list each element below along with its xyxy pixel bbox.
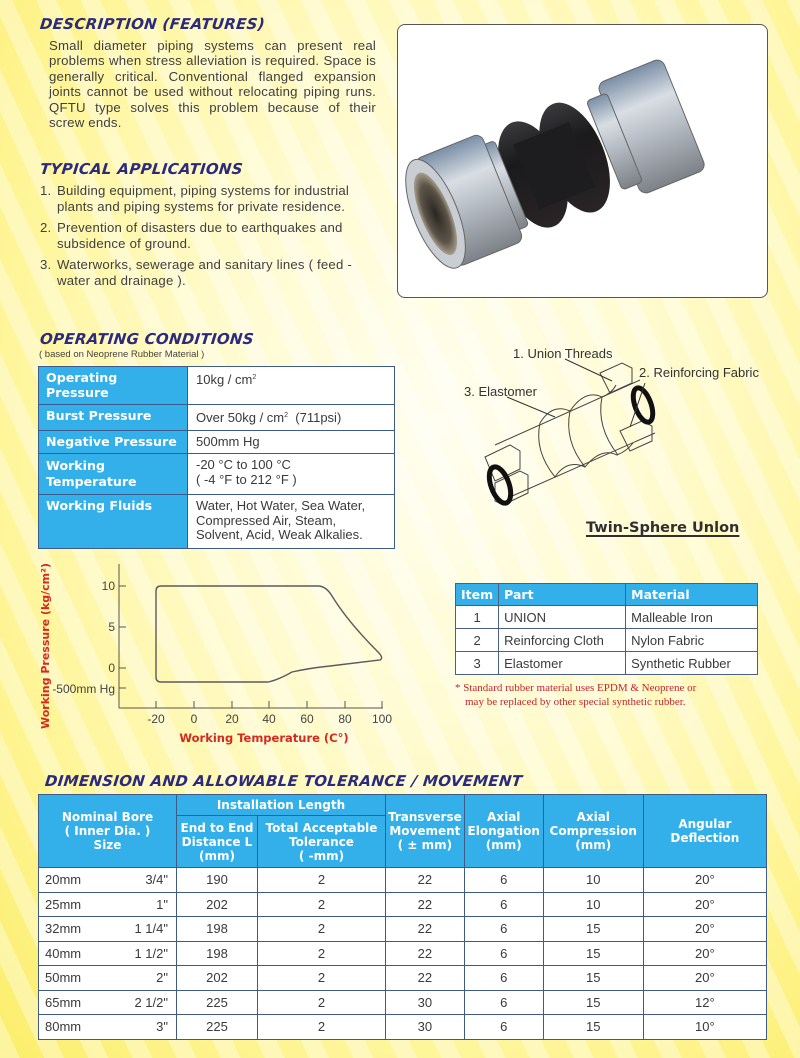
- cell-compression: 15: [543, 917, 643, 942]
- cell-mm: 20mm: [39, 868, 110, 893]
- cell-elongation: 6: [464, 1015, 543, 1040]
- value-cell: Water, Hot Water, Sea Water, Compressed Air, Steam, Solvent, Acid, Weak Alkalies.: [188, 495, 395, 549]
- cell-mm: 50mm: [39, 966, 110, 991]
- table-row: [39, 1015, 767, 1040]
- header-end-to-end: End to End Distance L (mm): [177, 816, 258, 868]
- label-reinforcing-fabric: 2. Reinforcing Fabric: [639, 365, 759, 380]
- dimension-heading: DIMENSION AND ALLOWABLE TOLERANCE / MOVEMENT: [44, 772, 524, 790]
- cell-compression: 10: [543, 868, 643, 893]
- table-header-row: [39, 795, 767, 816]
- svg-text:100: 100: [371, 712, 393, 726]
- table-row: [39, 917, 767, 942]
- value-cell: 500mm Hg: [188, 430, 395, 454]
- list-item: 2. Prevention of disasters due to earthquakes and subsidence of ground.: [40, 220, 343, 251]
- list-item: 1. Building equipment, piping systems for industrial plants and piping systems for private residence.: [40, 183, 350, 214]
- cell-transverse: 22: [386, 917, 465, 942]
- cell-angular: 12°: [643, 990, 766, 1015]
- table-row: [39, 966, 767, 991]
- table-row: [39, 495, 395, 549]
- value-cell: Over $50kg / cm^2$ (711psi): [188, 405, 395, 431]
- cell-tolerance: 2: [258, 892, 386, 917]
- product-photo: [397, 24, 768, 298]
- cell-tolerance: 2: [258, 966, 386, 991]
- operating-conditions-heading: OPERATING CONDITIONS: [39, 330, 255, 348]
- cell-tolerance: 2: [258, 868, 386, 893]
- header-nominal-bore: Nominal Bore ( Inner Dia. ) Size: [39, 795, 177, 868]
- label-elastomer: 3. Elastomer: [464, 384, 537, 399]
- cell-length: 225: [177, 1015, 258, 1040]
- y-axis-label: Working Pressure (kg/cm²): [39, 563, 52, 729]
- cell-inch: 3/4": [109, 868, 177, 893]
- value-cell: -20 °C to 100 °C ( -4 °F to 212 °F ): [188, 454, 395, 495]
- svg-text:-20: -20: [147, 712, 165, 726]
- label-cell: Working Fluids: [39, 495, 188, 549]
- header-transverse: Transverse Movement ( ± mm): [386, 795, 465, 868]
- cell-transverse: 22: [386, 868, 465, 893]
- table-row: [39, 868, 767, 893]
- cell-tolerance: 2: [258, 1015, 386, 1040]
- cell-elongation: 6: [464, 990, 543, 1015]
- cell-angular: 10°: [643, 1015, 766, 1040]
- cell-inch: 2": [109, 966, 177, 991]
- cell-tolerance: 2: [258, 941, 386, 966]
- applications-heading: TYPICAL APPLICATIONS: [39, 160, 244, 178]
- table-row: [39, 430, 395, 454]
- cell-mm: 80mm: [39, 1015, 110, 1040]
- header-elongation: Axial Elongation (mm): [464, 795, 543, 868]
- diagram-title: Twin-Sphere Unlon: [586, 520, 740, 536]
- table-header-row: Item Part Material: [456, 584, 758, 606]
- cell-angular: 20°: [643, 966, 766, 991]
- twin-sphere-cutaway-diagram: [455, 345, 775, 525]
- cell-inch: 1 1/4": [109, 917, 177, 942]
- description-heading: DESCRIPTION (FEATURES): [39, 15, 266, 33]
- cell-transverse: 30: [386, 1015, 465, 1040]
- cell-mm: 65mm: [39, 990, 110, 1015]
- parts-table: [455, 583, 758, 675]
- value-cell: $10kg / cm^2$: [188, 367, 395, 405]
- svg-text:-500mm Hg: -500mm Hg: [52, 682, 115, 696]
- cell-mm: 32mm: [39, 917, 110, 942]
- svg-text:0: 0: [108, 661, 115, 675]
- header-compression: Axial Compression (mm): [543, 795, 643, 868]
- rubber-joint-illustration: [398, 25, 768, 298]
- cell-length: 198: [177, 917, 258, 942]
- cell-length: 190: [177, 868, 258, 893]
- svg-text:20: 20: [225, 712, 239, 726]
- svg-text:80: 80: [338, 712, 352, 726]
- cell-angular: 20°: [643, 868, 766, 893]
- table-row: 3 Elastomer Synthetic Rubber: [456, 652, 758, 675]
- cell-angular: 20°: [643, 917, 766, 942]
- label-cell: Burst Pressure: [39, 405, 188, 431]
- header-angular: Angular Deflection: [643, 795, 766, 868]
- cell-compression: 15: [543, 966, 643, 991]
- list-item: 3. Waterworks, sewerage and sanitary lines ( feed - water and drainage ).: [40, 257, 352, 288]
- table-row: [39, 941, 767, 966]
- dimension-table: [38, 794, 767, 1040]
- table-row: 2 Reinforcing Cloth Nylon Fabric: [456, 629, 758, 652]
- cell-angular: 20°: [643, 941, 766, 966]
- applications-list: [40, 183, 378, 295]
- cell-transverse: 30: [386, 990, 465, 1015]
- cell-transverse: 22: [386, 892, 465, 917]
- table-row: 1 UNION Malleable Iron: [456, 606, 758, 629]
- cell-transverse: 22: [386, 941, 465, 966]
- cell-inch: 2 1/2": [109, 990, 177, 1015]
- cell-compression: 10: [543, 892, 643, 917]
- cell-length: 198: [177, 941, 258, 966]
- cell-elongation: 6: [464, 868, 543, 893]
- cell-transverse: 22: [386, 966, 465, 991]
- cell-elongation: 6: [464, 892, 543, 917]
- cell-mm: 25mm: [39, 892, 110, 917]
- cell-tolerance: 2: [258, 990, 386, 1015]
- table-row: [39, 990, 767, 1015]
- cell-length: 202: [177, 966, 258, 991]
- cell-length: 202: [177, 892, 258, 917]
- cell-inch: 3": [109, 1015, 177, 1040]
- label-union-threads: 1. Union Threads: [513, 346, 613, 361]
- cell-compression: 15: [543, 990, 643, 1015]
- svg-text:10: 10: [101, 579, 115, 593]
- material-note: * Standard rubber material uses EPDM & Neoprene or may be replaced by other special synthetic rubber.: [455, 682, 697, 708]
- operating-conditions-subheading: ( based on Neoprene Rubber Material ): [39, 349, 205, 360]
- header-installation-length: Installation Length: [177, 795, 386, 816]
- cell-compression: 15: [543, 1015, 643, 1040]
- cell-inch: 1 1/2": [109, 941, 177, 966]
- table-row: [39, 454, 395, 495]
- table-row: [39, 367, 395, 405]
- pressure-temperature-chart: [30, 560, 410, 750]
- label-cell: Negative Pressure: [39, 430, 188, 454]
- cell-inch: 1": [109, 892, 177, 917]
- svg-text:5: 5: [108, 620, 115, 634]
- table-row: [39, 405, 395, 431]
- svg-text:40: 40: [262, 712, 276, 726]
- x-axis-label: Working Temperature (C°): [179, 731, 349, 745]
- description-text: Small diameter piping systems can present real problems when stress alleviation is required. Space is generally critical. Conventional flanged expansion joints cannot be used without relocating piping runs. QFTU type solves this problem because of their screw ends.: [49, 38, 376, 131]
- svg-text:60: 60: [300, 712, 314, 726]
- cell-angular: 20°: [643, 892, 766, 917]
- svg-text:0: 0: [190, 712, 198, 726]
- cell-length: 225: [177, 990, 258, 1015]
- label-cell: Operating Pressure: [39, 367, 188, 405]
- table-row: [39, 892, 767, 917]
- cell-elongation: 6: [464, 966, 543, 991]
- cell-mm: 40mm: [39, 941, 110, 966]
- header-tolerance: Total Acceptable Tolerance ( -mm): [258, 816, 386, 868]
- operating-conditions-table: [38, 366, 395, 549]
- operating-envelope-curve: [156, 586, 382, 682]
- cell-elongation: 6: [464, 941, 543, 966]
- cell-compression: 15: [543, 941, 643, 966]
- label-cell: Working Temperature: [39, 454, 188, 495]
- cell-elongation: 6: [464, 917, 543, 942]
- cell-tolerance: 2: [258, 917, 386, 942]
